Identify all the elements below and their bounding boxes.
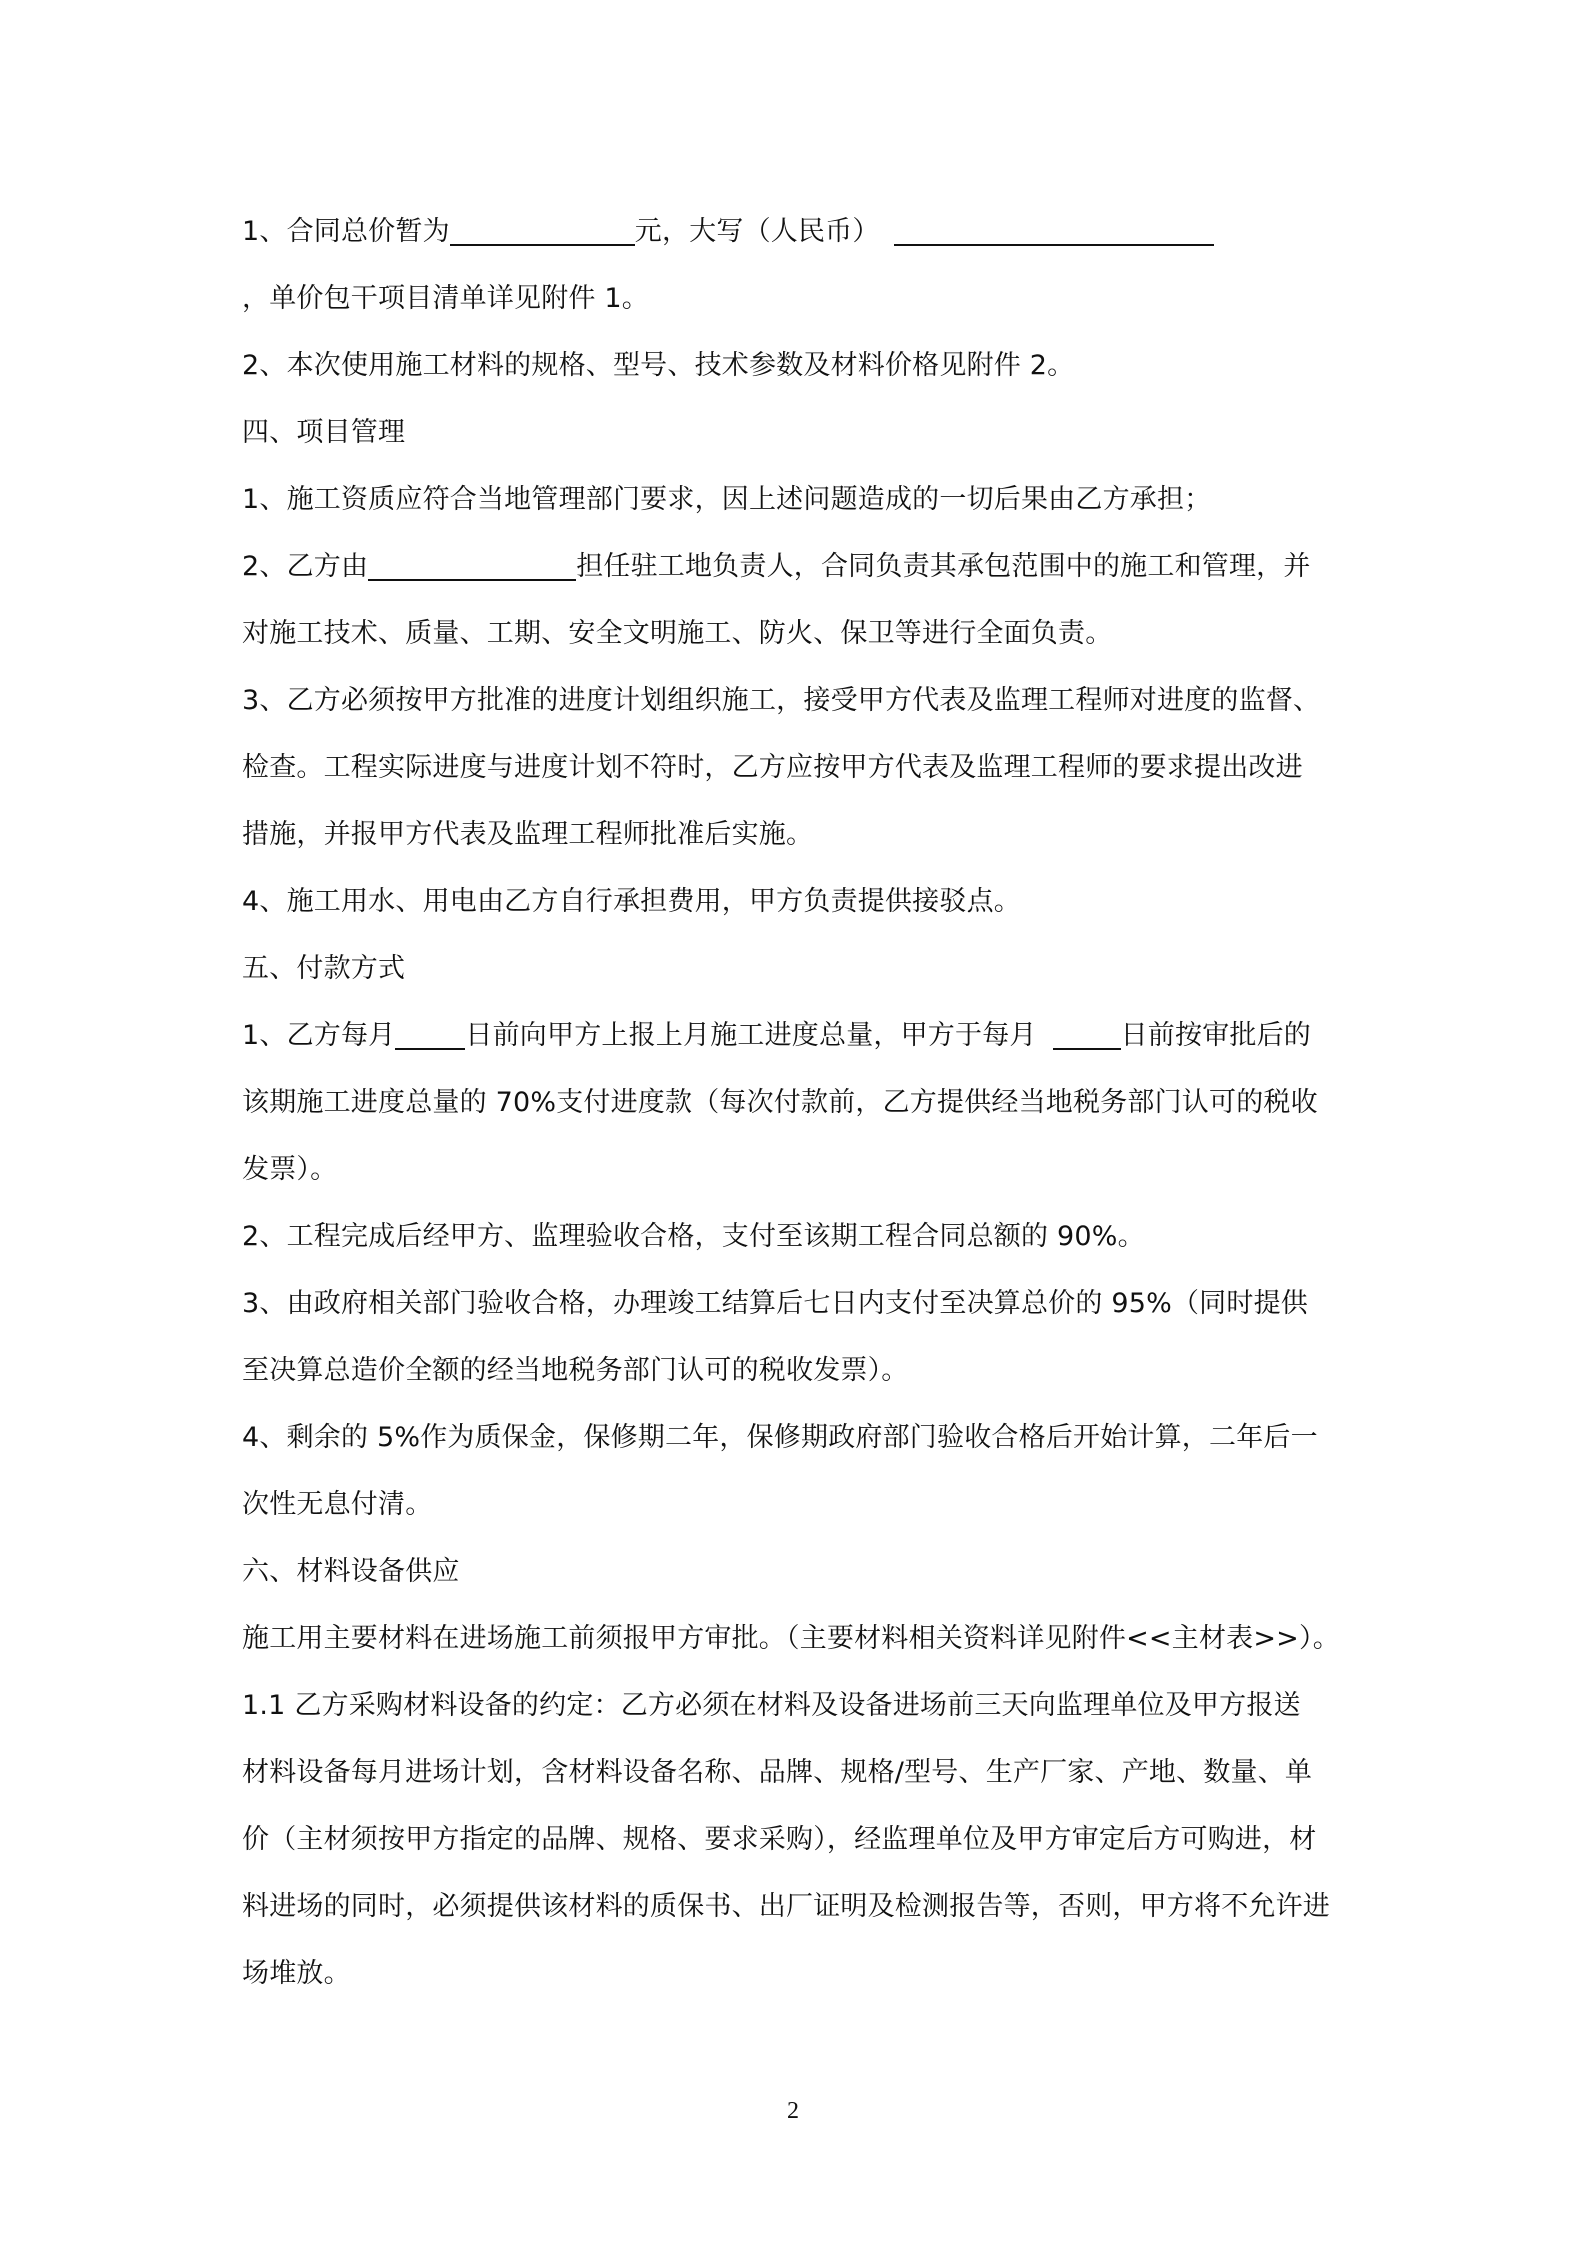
report-day-blank — [395, 1018, 465, 1050]
text: 施工用主要材料在进场施工前须报甲方审批。（主要材料相关资料详见附件<<主材表>>）。 — [242, 1623, 1340, 1654]
line-payment-days — [242, 1002, 1352, 1069]
text: 五、付款方式 — [242, 953, 406, 984]
line-price — [242, 198, 1352, 265]
text: 材料设备每月进场计划，含材料设备名称、品牌、规格/型号、生产厂家、产地、数量、单 — [242, 1757, 1313, 1788]
line — [242, 1337, 1352, 1404]
line — [242, 1940, 1352, 2007]
line — [242, 1605, 1352, 1672]
text: 2、本次使用施工材料的规格、型号、技术参数及材料价格见附件 2。 — [242, 350, 1075, 381]
section-heading — [242, 399, 1352, 466]
line — [242, 1404, 1352, 1471]
price-blank — [450, 214, 635, 246]
line — [242, 1672, 1352, 1739]
payment-day-blank — [1053, 1018, 1121, 1050]
text: 1.1 乙方采购材料设备的约定：乙方必须在材料及设备进场前三天向监理单位及甲方报送 — [242, 1690, 1301, 1721]
manager-blank — [368, 549, 576, 581]
text: 担任驻工地负责人，合同负责其承包范围中的施工和管理，并 — [576, 551, 1311, 582]
line — [242, 466, 1352, 533]
text: 1、乙方每月 — [242, 1020, 396, 1051]
line — [242, 1270, 1352, 1337]
page-number: 2 — [787, 2098, 799, 2124]
price-words-blank — [894, 214, 1214, 246]
line — [242, 600, 1352, 667]
text: 六、材料设备供应 — [242, 1556, 460, 1587]
text: 至决算总造价全额的经当地税务部门认可的税收发票）。 — [242, 1355, 909, 1386]
text: 次性无息付清。 — [242, 1489, 433, 1520]
text: 措施，并报甲方代表及监理工程师批准后实施。 — [242, 819, 814, 850]
text: 元，大写（人民币） — [634, 216, 880, 247]
text: 2、工程完成后经甲方、监理验收合格，支付至该期工程合同总额的 90%。 — [242, 1221, 1145, 1252]
text: 2、乙方由 — [242, 551, 369, 582]
text: 该期施工进度总量的 70%支付进度款（每次付款前，乙方提供经当地税务部门认可的税收 — [242, 1087, 1318, 1118]
line — [242, 734, 1352, 801]
text: 4、剩余的 5%作为质保金，保修期二年，保修期政府部门验收合格后开始计算，二年后一 — [242, 1422, 1318, 1453]
text: 日前按审批后的 — [1120, 1020, 1311, 1051]
line — [242, 1739, 1352, 1806]
text: 四、项目管理 — [242, 417, 406, 448]
line — [242, 265, 1352, 332]
text: 日前向甲方上报上月施工进度总量，甲方于每月 — [465, 1020, 1037, 1051]
line — [242, 1069, 1352, 1136]
section-heading — [242, 935, 1352, 1002]
text: 1、施工资质应符合当地管理部门要求，因上述问题造成的一切后果由乙方承担； — [242, 484, 1212, 515]
text: 检查。工程实际进度与进度计划不符时，乙方应按甲方代表及监理工程师的要求提出改进 — [242, 752, 1303, 783]
line-manager — [242, 533, 1352, 600]
text: 料进场的同时，必须提供该材料的质保书、出厂证明及检测报告等，否则，甲方将不允许进 — [242, 1891, 1330, 1922]
line — [242, 868, 1352, 935]
text: 场堆放。 — [242, 1958, 351, 1989]
text: 3、由政府相关部门验收合格，办理竣工结算后七日内支付至决算总价的 95%（同时提供 — [242, 1288, 1308, 1319]
line — [242, 1471, 1352, 1538]
line — [242, 1136, 1352, 1203]
line — [242, 1203, 1352, 1270]
line — [242, 1806, 1352, 1873]
text: 3、乙方必须按甲方批准的进度计划组织施工，接受甲方代表及监理工程师对进度的监督、 — [242, 685, 1321, 716]
line — [242, 667, 1352, 734]
document-body — [242, 198, 1352, 2007]
text: 对施工技术、质量、工期、安全文明施工、防火、保卫等进行全面负责。 — [242, 618, 1113, 649]
text: ，单价包干项目清单详见附件 1。 — [242, 283, 649, 314]
line — [242, 801, 1352, 868]
text: 1、合同总价暂为 — [242, 216, 450, 247]
text: 发票）。 — [242, 1154, 338, 1185]
text: 价（主材须按甲方指定的品牌、规格、要求采购），经监理单位及甲方审定后方可购进，材 — [242, 1824, 1317, 1855]
section-heading — [242, 1538, 1352, 1605]
text: 4、施工用水、用电由乙方自行承担费用，甲方负责提供接驳点。 — [242, 886, 1021, 917]
line — [242, 1873, 1352, 1940]
line — [242, 332, 1352, 399]
